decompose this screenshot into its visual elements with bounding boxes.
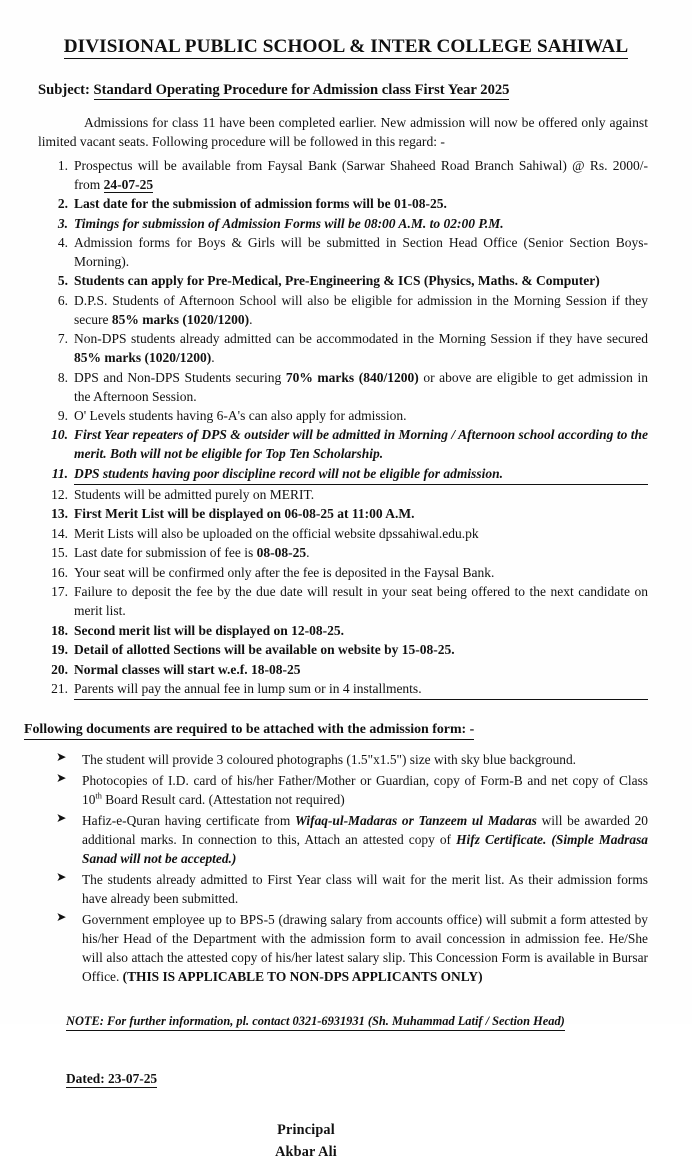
documents-list (56, 750, 648, 986)
sop-item-text: Second merit list will be displayed on 12-08-25. (74, 622, 345, 638)
sop-item-15-suffix: . (306, 545, 310, 561)
sop-item-number: 20. (51, 661, 68, 677)
sop-item-text: Timings for submission of Admission Forms will be 08:00 A.M. to 02:00 P.M. (74, 215, 504, 231)
subject-value: Standard Operating Procedure for Admission class First Year 2025 (93, 82, 510, 99)
madaras-names-emphasis: Wifaq-ul-Madaras or Tanzeem ul Madaras (294, 813, 537, 829)
subject-line (38, 82, 692, 99)
sop-item-number: 21. (51, 681, 68, 697)
sop-item-12 (44, 486, 648, 505)
sop-item-15-date: 08-08-25 (256, 545, 307, 561)
sop-item-16 (44, 564, 648, 583)
sop-item-text: Normal classes will start w.e.f. 18-08-25 (74, 661, 301, 677)
sop-item-number: 7. (57, 331, 68, 347)
hifz-certificate-emphasis: Hifz Certificate. (456, 832, 547, 848)
sop-item-text (74, 157, 648, 195)
document-item-3 (56, 811, 648, 868)
sop-item-9 (44, 407, 648, 426)
sop-item-5 (44, 272, 648, 291)
document-item-4 (56, 870, 648, 908)
sop-item-17 (44, 583, 648, 621)
sop-item-14 (44, 525, 648, 544)
sop-item-11 (44, 465, 648, 485)
note-wrap (0, 1000, 692, 1031)
arrow-bullet-icon: ➤ (56, 870, 67, 885)
sop-item-number: 11. (51, 465, 68, 481)
sop-item-19 (44, 641, 648, 660)
non-dps-applicants-notice: (THIS IS APPLICABLE TO NON-DPS APPLICANTS ONLY) (122, 969, 483, 985)
document-item-5-part-a: Government employee up to BPS-5 (drawing salary from accounts office) will submit a form attested by his/her Head of the Department with the admission form to avail concession in admission fee. He/She will also attach the attested copy of his/her latest salary slip. This Concession Form is available in Bursar Office. (82, 912, 648, 985)
sop-item-text (74, 330, 648, 368)
sop-item-text (74, 544, 648, 563)
sop-list (44, 157, 648, 701)
docs-heading-wrap (0, 711, 692, 740)
sop-item-18 (44, 622, 648, 641)
sop-item-text (74, 292, 648, 330)
document-item-text (82, 912, 648, 984)
sop-item-1 (44, 157, 648, 195)
signature-block (0, 1120, 692, 1163)
sop-item-20 (44, 661, 648, 680)
sop-item-text: Merit Lists will also be uploaded on the official website dpssahiwal.edu.pk (74, 525, 479, 541)
page-title (0, 0, 692, 58)
sop-item-text: Your seat will be confirmed only after the fee is deposited in the Faysal Bank. (74, 564, 495, 580)
sop-item-number: 12. (51, 486, 68, 502)
sop-item-number: 4. (57, 235, 68, 251)
sop-item-number: 14. (51, 525, 68, 541)
document-item-2-part-b: Board Result card. (Attestation not required) (101, 792, 345, 808)
sop-item-number: 5. (57, 273, 68, 289)
sop-item-text: Students will be admitted purely on MERIT. (74, 486, 315, 502)
sop-item-text: Parents will pay the annual fee in lump sum or in 4 installments. (74, 680, 648, 700)
document-item-5 (56, 910, 648, 986)
signatory-designation: Principal (277, 1122, 335, 1139)
sop-item-number: 13. (51, 506, 68, 522)
intro-paragraph: Admissions for class 11 have been completed earlier. New admission will now be offered only against limited vacant seats. Following procedure will be followed in this regard: - (38, 115, 648, 150)
document-item-text (82, 773, 648, 807)
document-item-2 (56, 771, 648, 809)
sop-item-6-marks: 85% marks (1020/1200) (111, 311, 250, 327)
contact-note: NOTE: For further information, pl. contact 0321-6931931 (Sh. Muhammad Latif / Section Head) (66, 1014, 565, 1031)
sop-item-8-suffix: or above are eligible to get admission in the Afternoon Session. (74, 369, 648, 404)
document-item-text: The students already admitted to First Year class will wait for the merit list. As their admission forms have already been submitted. (82, 872, 648, 907)
sop-item-6-prefix: D.P.S. Students of Afternoon School will also be eligible for admission in the Morning Session if they secure (74, 292, 648, 327)
sop-item-text: Detail of allotted Sections will be available on website by 15-08-25. (74, 642, 455, 658)
sop-item-21 (44, 680, 648, 700)
subject-label: Subject: (38, 82, 90, 99)
signatory-name: Akbar Ali (275, 1143, 337, 1160)
sop-item-text: Last date for the submission of admission forms will be 01-08-25. (74, 196, 447, 212)
sop-item-text (74, 369, 648, 407)
sop-item-7-suffix: . (211, 350, 215, 366)
sop-item-4 (44, 234, 648, 272)
document-item-3-part-a: Hafiz-e-Quran having certificate from (82, 813, 295, 829)
sop-item-1-prefix: Prospectus will be available from Faysal Bank (Sarwar Shaheed Road Branch Sahiwal) @ Rs. 2000/- from (74, 157, 648, 192)
sop-item-number: 10. (51, 427, 68, 443)
sop-item-7-marks: 85% marks (1020/1200) (74, 350, 212, 366)
sop-item-number: 9. (57, 408, 68, 423)
sop-item-number: 2. (57, 196, 68, 212)
sop-item-text: DPS students having poor discipline record will not be eligible for admission. (74, 465, 648, 485)
sop-item-text: First Merit List will be displayed on 06-08-25 at 11:00 A.M. (74, 506, 415, 522)
sop-item-text: First Year repeaters of DPS & outsider will be admitted in Morning / Afternoon school according to the merit. Both will not be eligible for Top Ten Scholarship. (74, 427, 648, 462)
document-item-3-part-b: will be awarded 20 additional marks. In connection to this, Attach an attested copy of (82, 813, 649, 848)
sop-item-number: 17. (51, 584, 68, 600)
sop-item-number: 18. (51, 622, 68, 638)
sop-item-15-prefix: Last date for submission of fee is (74, 545, 257, 561)
arrow-bullet-icon: ➤ (56, 771, 67, 786)
sop-item-13 (44, 505, 648, 524)
madrasa-sanad-note: (Simple Madrasa Sanad will not be accepted.) (82, 832, 648, 867)
page-title-text: DIVISIONAL PUBLIC SCHOOL & INTER COLLEGE SAHIWAL (63, 36, 629, 57)
sop-item-text: Admission forms for Boys & Girls will be submitted in Section Head Office (Senior Section Boys-Morning). (74, 235, 648, 269)
sop-item-6 (44, 292, 648, 330)
document-item-text: The student will provide 3 coloured photographs (1.5"x1.5") size with sky blue background. (82, 751, 577, 767)
sop-item-7-prefix: Non-DPS students already admitted can be accommodated in the Morning Session if they have secured (74, 331, 648, 347)
arrow-bullet-icon: ➤ (56, 749, 67, 764)
document-item-text (82, 813, 648, 866)
sop-item-number: 19. (51, 642, 68, 658)
sop-item-8-marks: 70% marks (840/1200) (285, 369, 419, 385)
sop-item-7 (44, 330, 648, 368)
sop-item-15 (44, 544, 648, 563)
arrow-bullet-icon: ➤ (56, 811, 67, 826)
sop-item-text: Failure to deposit the fee by the due date will result in your seat being offered to the next candidate on merit list. (74, 584, 648, 619)
sop-item-number: 1. (57, 157, 68, 173)
sop-item-10 (44, 426, 648, 464)
document-date: Dated: 23-07-25 (66, 1071, 157, 1089)
sop-item-2 (44, 195, 648, 214)
sop-item-8 (44, 369, 648, 407)
sop-item-1-date: 24-07-25 (103, 176, 154, 192)
ordinal-suffix: th (95, 791, 102, 801)
sop-item-text: O' Levels students having 6-A's can also apply for admission. (74, 408, 407, 423)
sop-item-text: Students can apply for Pre-Medical, Pre-Engineering & ICS (Physics, Maths. & Computer) (74, 273, 600, 289)
sop-item-6-suffix: . (249, 311, 253, 327)
dated-wrap (0, 1051, 692, 1089)
sop-item-number: 3. (57, 215, 68, 231)
sop-item-8-prefix: DPS and Non-DPS Students securing (74, 369, 286, 385)
document-item-2-part-a: Photocopies of I.D. card of his/her Father/Mother or Guardian, copy of Form-B and net copy of Class 10 (82, 773, 648, 808)
sop-item-number: 16. (51, 564, 68, 580)
sop-item-number: 15. (51, 545, 68, 561)
arrow-bullet-icon: ➤ (56, 910, 67, 925)
docs-heading: Following documents are required to be attached with the admission form: - (24, 722, 474, 740)
document-item-1 (56, 750, 648, 769)
sop-item-3 (44, 215, 648, 234)
sop-item-number: 8. (57, 369, 68, 385)
sop-item-number: 6. (57, 292, 68, 308)
